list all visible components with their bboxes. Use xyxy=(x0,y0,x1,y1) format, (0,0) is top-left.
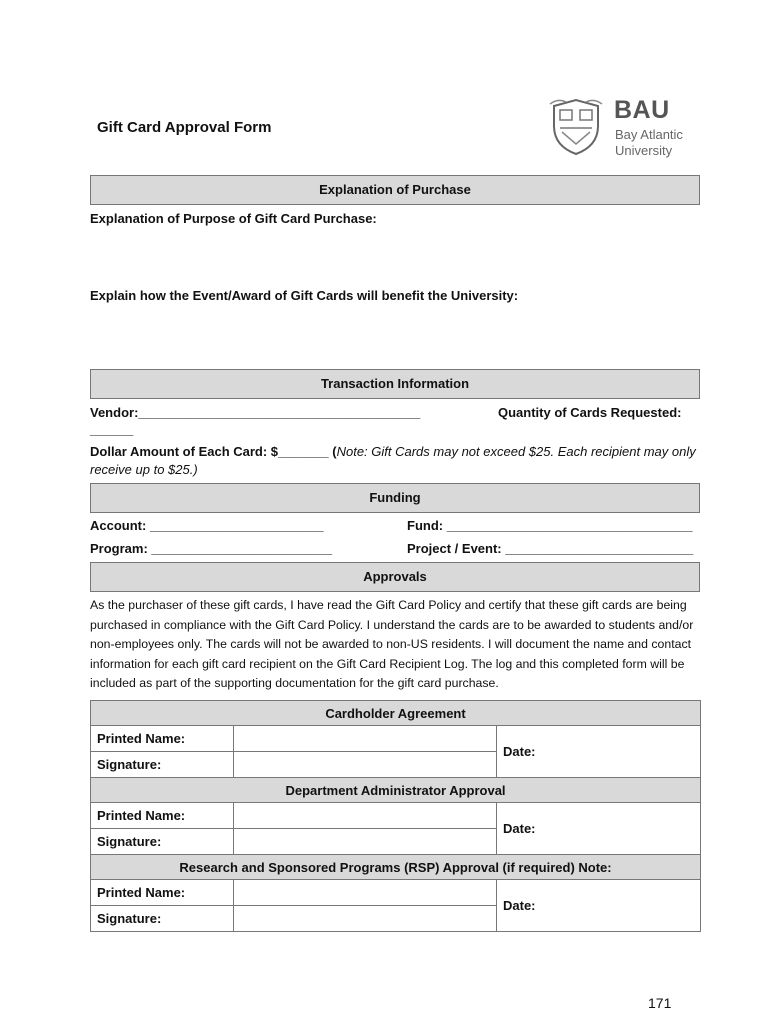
rsp-heading: Research and Sponsored Programs (RSP) Approval (if required) Note: xyxy=(91,855,701,880)
rsp-signature-label: Signature: xyxy=(91,906,234,932)
quantity-label: Quantity of Cards Requested: xyxy=(498,405,682,420)
logo-name-line1: Bay Atlantic xyxy=(615,127,683,142)
cardholder-printed-name-label: Printed Name: xyxy=(91,726,234,752)
purpose-label: Explanation of Purpose of Gift Card Purchase: xyxy=(90,211,377,226)
explanation-heading: Explanation of Purchase xyxy=(90,175,700,205)
vendor-field[interactable]: Vendor:_______________________________________ xyxy=(90,405,421,420)
cardholder-table xyxy=(90,700,701,932)
department-signature-label: Signature: xyxy=(91,829,234,855)
cardholder-signature-field[interactable] xyxy=(234,752,497,778)
amount-line xyxy=(90,444,696,459)
rsp-date-field[interactable]: Date: xyxy=(497,880,701,932)
page-number: 171 xyxy=(648,995,672,1011)
quantity-field[interactable]: ______ xyxy=(90,422,134,437)
cardholder-printed-name-field[interactable] xyxy=(234,726,497,752)
project-event-field[interactable]: Project / Event: __________________________ xyxy=(407,541,694,556)
amount-note-continued: receive up to $25.) xyxy=(90,462,198,477)
department-heading: Department Administrator Approval xyxy=(91,778,701,803)
cardholder-heading: Cardholder Agreement xyxy=(91,701,701,726)
logo-name-line2: University xyxy=(615,143,673,158)
program-field[interactable]: Program: _________________________ xyxy=(90,541,333,556)
university-crest-icon xyxy=(546,96,606,158)
department-signature-field[interactable] xyxy=(234,829,497,855)
amount-field[interactable]: Dollar Amount of Each Card: $_______ ( xyxy=(90,444,337,459)
university-logo xyxy=(546,96,696,162)
fund-field[interactable]: Fund: __________________________________ xyxy=(407,518,693,533)
transaction-heading: Transaction Information xyxy=(90,369,700,399)
account-field[interactable]: Account: ________________________ xyxy=(90,518,324,533)
department-printed-name-field[interactable] xyxy=(234,803,497,829)
approvals-statement: As the purchaser of these gift cards, I have read the Gift Card Policy and certify that these gift cards are being purchased in compliance with the Gift Card Policy. I understand the cards are to be awarded to students and/or non-employees only. The cards will not be awarded to non-US residents. I will document the name and contact information for each gift card recipient on the Gift Card Recipient Log. The log and this completed form will be included as part of the supporting documentation for the gift card purchase. xyxy=(90,598,694,691)
rsp-signature-field[interactable] xyxy=(234,906,497,932)
rsp-printed-name-label: Printed Name: xyxy=(91,880,234,906)
cardholder-date-field[interactable]: Date: xyxy=(497,726,701,778)
amount-note: Note: Gift Cards may not exceed $25. Each recipient may only xyxy=(336,444,696,459)
logo-abbreviation: BAU xyxy=(614,96,670,124)
approvals-heading: Approvals xyxy=(90,562,700,592)
form-title: Gift Card Approval Form xyxy=(97,119,272,136)
cardholder-signature-label: Signature: xyxy=(91,752,234,778)
department-date-field[interactable]: Date: xyxy=(497,803,701,855)
department-printed-name-label: Printed Name: xyxy=(91,803,234,829)
rsp-printed-name-field[interactable] xyxy=(234,880,497,906)
funding-heading: Funding xyxy=(90,483,700,513)
benefit-label: Explain how the Event/Award of Gift Cards will benefit the University: xyxy=(90,288,519,303)
